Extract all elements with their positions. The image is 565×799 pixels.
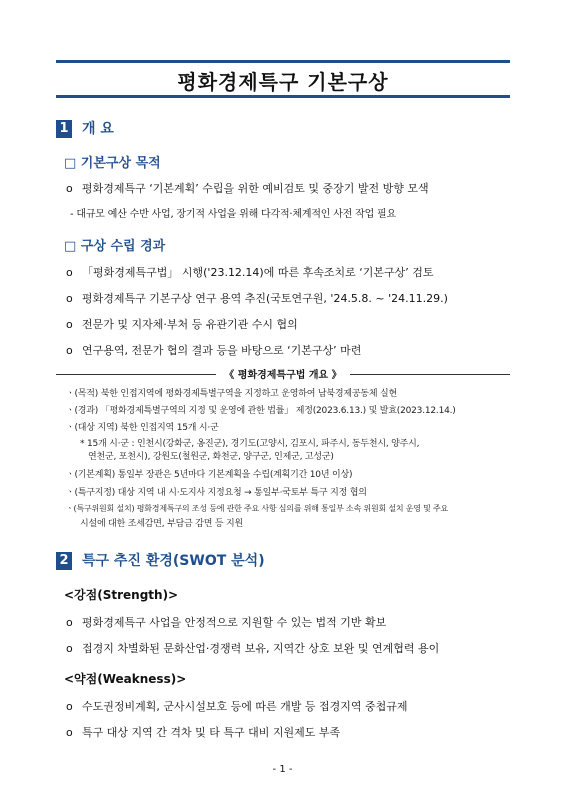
- dash-item: - 대규모 예산 수반 사업, 장기적 사업을 위해 다각적·체계적인 사전 작업 필요: [70, 209, 396, 220]
- law-note: ㆍ(기본계획) 통일부 장관은 5년마다 기본계획을 수립(계획기간 10년 이상): [66, 470, 353, 480]
- bullet: o: [66, 182, 73, 195]
- list-item: [66, 180, 429, 196]
- title-top-rule: [56, 60, 510, 63]
- law-note: * 15개 시·군 : 인천시(강화군, 옹진군), 경기도(고양시, 김포시, 파주시, 동두천시, 양주시,: [80, 439, 420, 449]
- list-item: [66, 640, 439, 656]
- law-note: ㆍ(특구위원회 설치) 평화경제특구의 조성 등에 관한 주요 사항 심의를 위해 통일부 소속 위원회 설치 운영 및 주요: [66, 504, 449, 513]
- item-text: 전문가 및 지자체·부처 등 유관기관 수시 협의: [82, 318, 298, 331]
- item-text: 특구 대상 지역 간 격차 및 타 특구 대비 지원제도 부족: [82, 726, 341, 739]
- subheading-purpose: □ 기본구상 목적: [64, 156, 161, 171]
- law-box-title-row: [56, 366, 510, 382]
- law-note: 연천군, 포천시), 강원도(철원군, 화천군, 양구군, 인제군, 고성군): [88, 452, 334, 462]
- bullet: o: [66, 266, 73, 279]
- list-item: [66, 614, 386, 630]
- item-text: 연구용역, 전문가 협의 결과 등을 바탕으로 ‘기본구상’ 마련: [82, 344, 362, 357]
- page-number: - 1 -: [272, 764, 293, 775]
- law-note: 시설에 대한 조세감면, 부담금 감면 등 지원: [80, 519, 244, 529]
- section-1-number: 1: [56, 120, 72, 138]
- subheading-progress: □ 구상 수립 경과: [64, 239, 166, 254]
- divider: [350, 374, 510, 375]
- list-item: [66, 698, 408, 714]
- bullet: o: [66, 344, 73, 357]
- list-item: [66, 342, 361, 358]
- bullet: o: [66, 616, 73, 629]
- law-note: ㆍ(대상 지역) 북한 인접지역 15개 시·군: [66, 423, 219, 433]
- weakness-heading: <약점(Weakness)>: [64, 672, 187, 686]
- item-text: 접경지 차별화된 문화산업·경쟁력 보유, 지역간 상호 보완 및 연계협력 용이: [82, 642, 440, 655]
- bullet: o: [66, 700, 73, 713]
- list-item: [66, 264, 433, 280]
- law-box-title: 《 평화경제특구법 개요 》: [216, 366, 350, 381]
- list-item: [66, 724, 340, 740]
- item-text: 평화경제특구 사업을 안정적으로 지원할 수 있는 법적 기반 확보: [82, 616, 387, 629]
- law-note: ㆍ(목적) 북한 인접지역에 평화경제특별구역을 지정하고 운영하여 남북경제공동체 실현: [66, 389, 398, 399]
- title-bottom-rule: [56, 95, 510, 98]
- list-item: [66, 290, 448, 306]
- page-title: 평화경제특구 기본구상: [177, 70, 389, 94]
- item-text: 수도권정비계획, 군사시설보호 등에 따른 개발 등 접경지역 중첩규제: [82, 700, 408, 713]
- strength-heading: <강점(Strength)>: [64, 588, 179, 602]
- section-2-number: 2: [56, 552, 72, 570]
- item-text: 평화경제특구 ‘기본계획’ 수립을 위한 예비검토 및 중장기 발전 방향 모색: [82, 182, 429, 195]
- section-1-title: 개 요: [82, 121, 114, 137]
- item-text: 평화경제특구 기본구상 연구 용역 추진(국토연구원, '24.5.8. ~ '24.11.29.): [82, 292, 448, 305]
- list-item: [66, 316, 298, 332]
- bullet: o: [66, 726, 73, 739]
- law-note: ㆍ(특구지정) 대상 지역 내 시·도지사 지정요청 → 통일부·국토부 특구 지정 협의: [66, 488, 367, 498]
- section-2-title: 특구 추진 환경(SWOT 분석): [82, 553, 265, 569]
- title-box: [56, 60, 510, 98]
- bullet: o: [66, 642, 73, 655]
- bullet: o: [66, 292, 73, 305]
- law-note: ㆍ(경과) 「평화경제특별구역의 지정 및 운영에 관한 법률」 제정(2023.6.13.) 및 발효(2023.12.14.): [66, 406, 456, 416]
- bullet: o: [66, 318, 73, 331]
- item-text: 「평화경제특구법」 시행('23.12.14)에 따른 후속조치로 ‘기본구상’ 검토: [82, 266, 434, 279]
- divider: [56, 374, 216, 375]
